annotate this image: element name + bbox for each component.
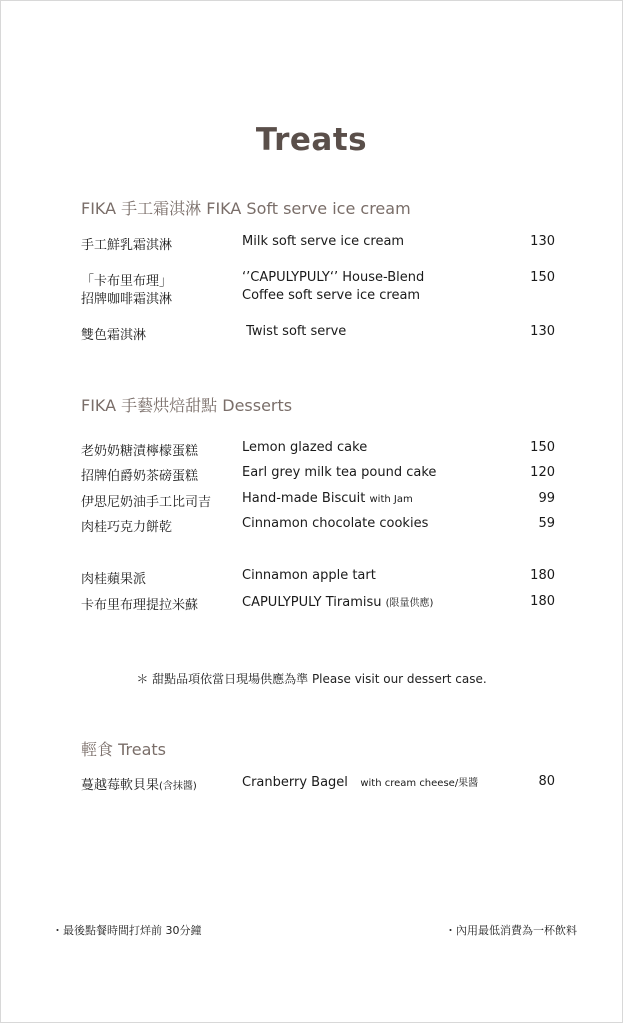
item-price: 80 [538,774,555,789]
item-name-zh: 卡布里布理提拉米蘇 [81,598,199,613]
menu-item [0,324,623,344]
item-price: 150 [530,270,555,285]
item-name-en: Cinnamon apple tart [242,568,376,583]
item-price: 180 [530,568,555,583]
item-price: 99 [538,491,555,506]
menu-item [0,594,623,614]
item-name-en [242,594,433,610]
item-price: 59 [538,516,555,531]
footer-minimum-charge: ・內用最低消費為一杯飲料 [445,924,577,937]
item-name-zh: 肉桂蘋果派 [81,572,147,587]
item-name-en-text: CAPULYPULY Tiramisu [242,595,382,610]
item-name-zh: 伊思尼奶油手工比司吉 [81,495,212,510]
section-heading-treats: 輕食 Treats [81,740,166,759]
item-name-en: Twist soft serve [242,324,347,339]
menu-item [0,270,623,310]
item-name-zh: 招牌伯爵奶茶磅蛋糕 [81,469,199,484]
item-name-en: ‘’CAPULYPULY‘’ House-Blend [242,270,425,285]
dessert-availability-note: ＊ 甜點品項依當日現場供應為準 Please visit our dessert case. [136,672,487,686]
item-price: 120 [530,465,555,480]
item-note-zh: (限量供應) [385,598,434,609]
item-name-zh: 手工鮮乳霜淇淋 [81,238,173,253]
item-name-zh: 老奶奶糖漬檸檬蛋糕 [81,444,199,459]
menu-item [0,774,623,794]
footer-last-order: ・最後點餐時間打烊前 30分鐘 [52,924,202,937]
section-heading-desserts: FIKA 手藝烘焙甜點 Desserts [81,396,293,415]
item-price: 180 [530,594,555,609]
item-name-zh-line2: 招牌咖啡霜淇淋 [81,292,173,307]
item-price: 130 [530,324,555,339]
menu-item [0,516,623,536]
item-name-en [242,491,413,506]
item-name-zh: 雙色霜淇淋 [81,328,147,343]
item-price: 150 [530,440,555,455]
page-title: Treats [255,122,368,158]
item-name-zh-text: 蔓越莓軟貝果 [81,778,160,793]
menu-item [0,491,623,511]
item-name-en: Cinnamon chocolate cookies [242,516,429,531]
item-name-en: Lemon glazed cake [242,440,368,455]
item-name-en: Earl grey milk tea pound cake [242,465,437,480]
item-name-en-text: Cranberry Bagel [242,775,348,790]
section-heading-soft-serve: FIKA 手工霜淇淋 FIKA Soft serve ice cream [81,199,411,218]
item-note-en: with Jam [369,494,413,505]
item-note-en: with cream cheese/果醬 [360,778,479,789]
item-name-zh: 肉桂巧克力餅乾 [81,520,173,535]
item-name-en [242,774,478,790]
item-name-en-line2: Coffee soft serve ice cream [242,288,421,303]
item-price: 130 [530,234,555,249]
menu-item [0,440,623,460]
item-name-en-text: Hand-made Biscuit [242,491,366,506]
item-note-zh: (含抹醬) [159,781,197,792]
menu-item [0,465,623,485]
menu-item [0,568,623,588]
item-name-zh: 「卡布里布理」 [81,274,173,289]
item-name-zh [81,774,197,793]
menu-item [0,234,623,254]
item-name-en: Milk soft serve ice cream [242,234,405,249]
